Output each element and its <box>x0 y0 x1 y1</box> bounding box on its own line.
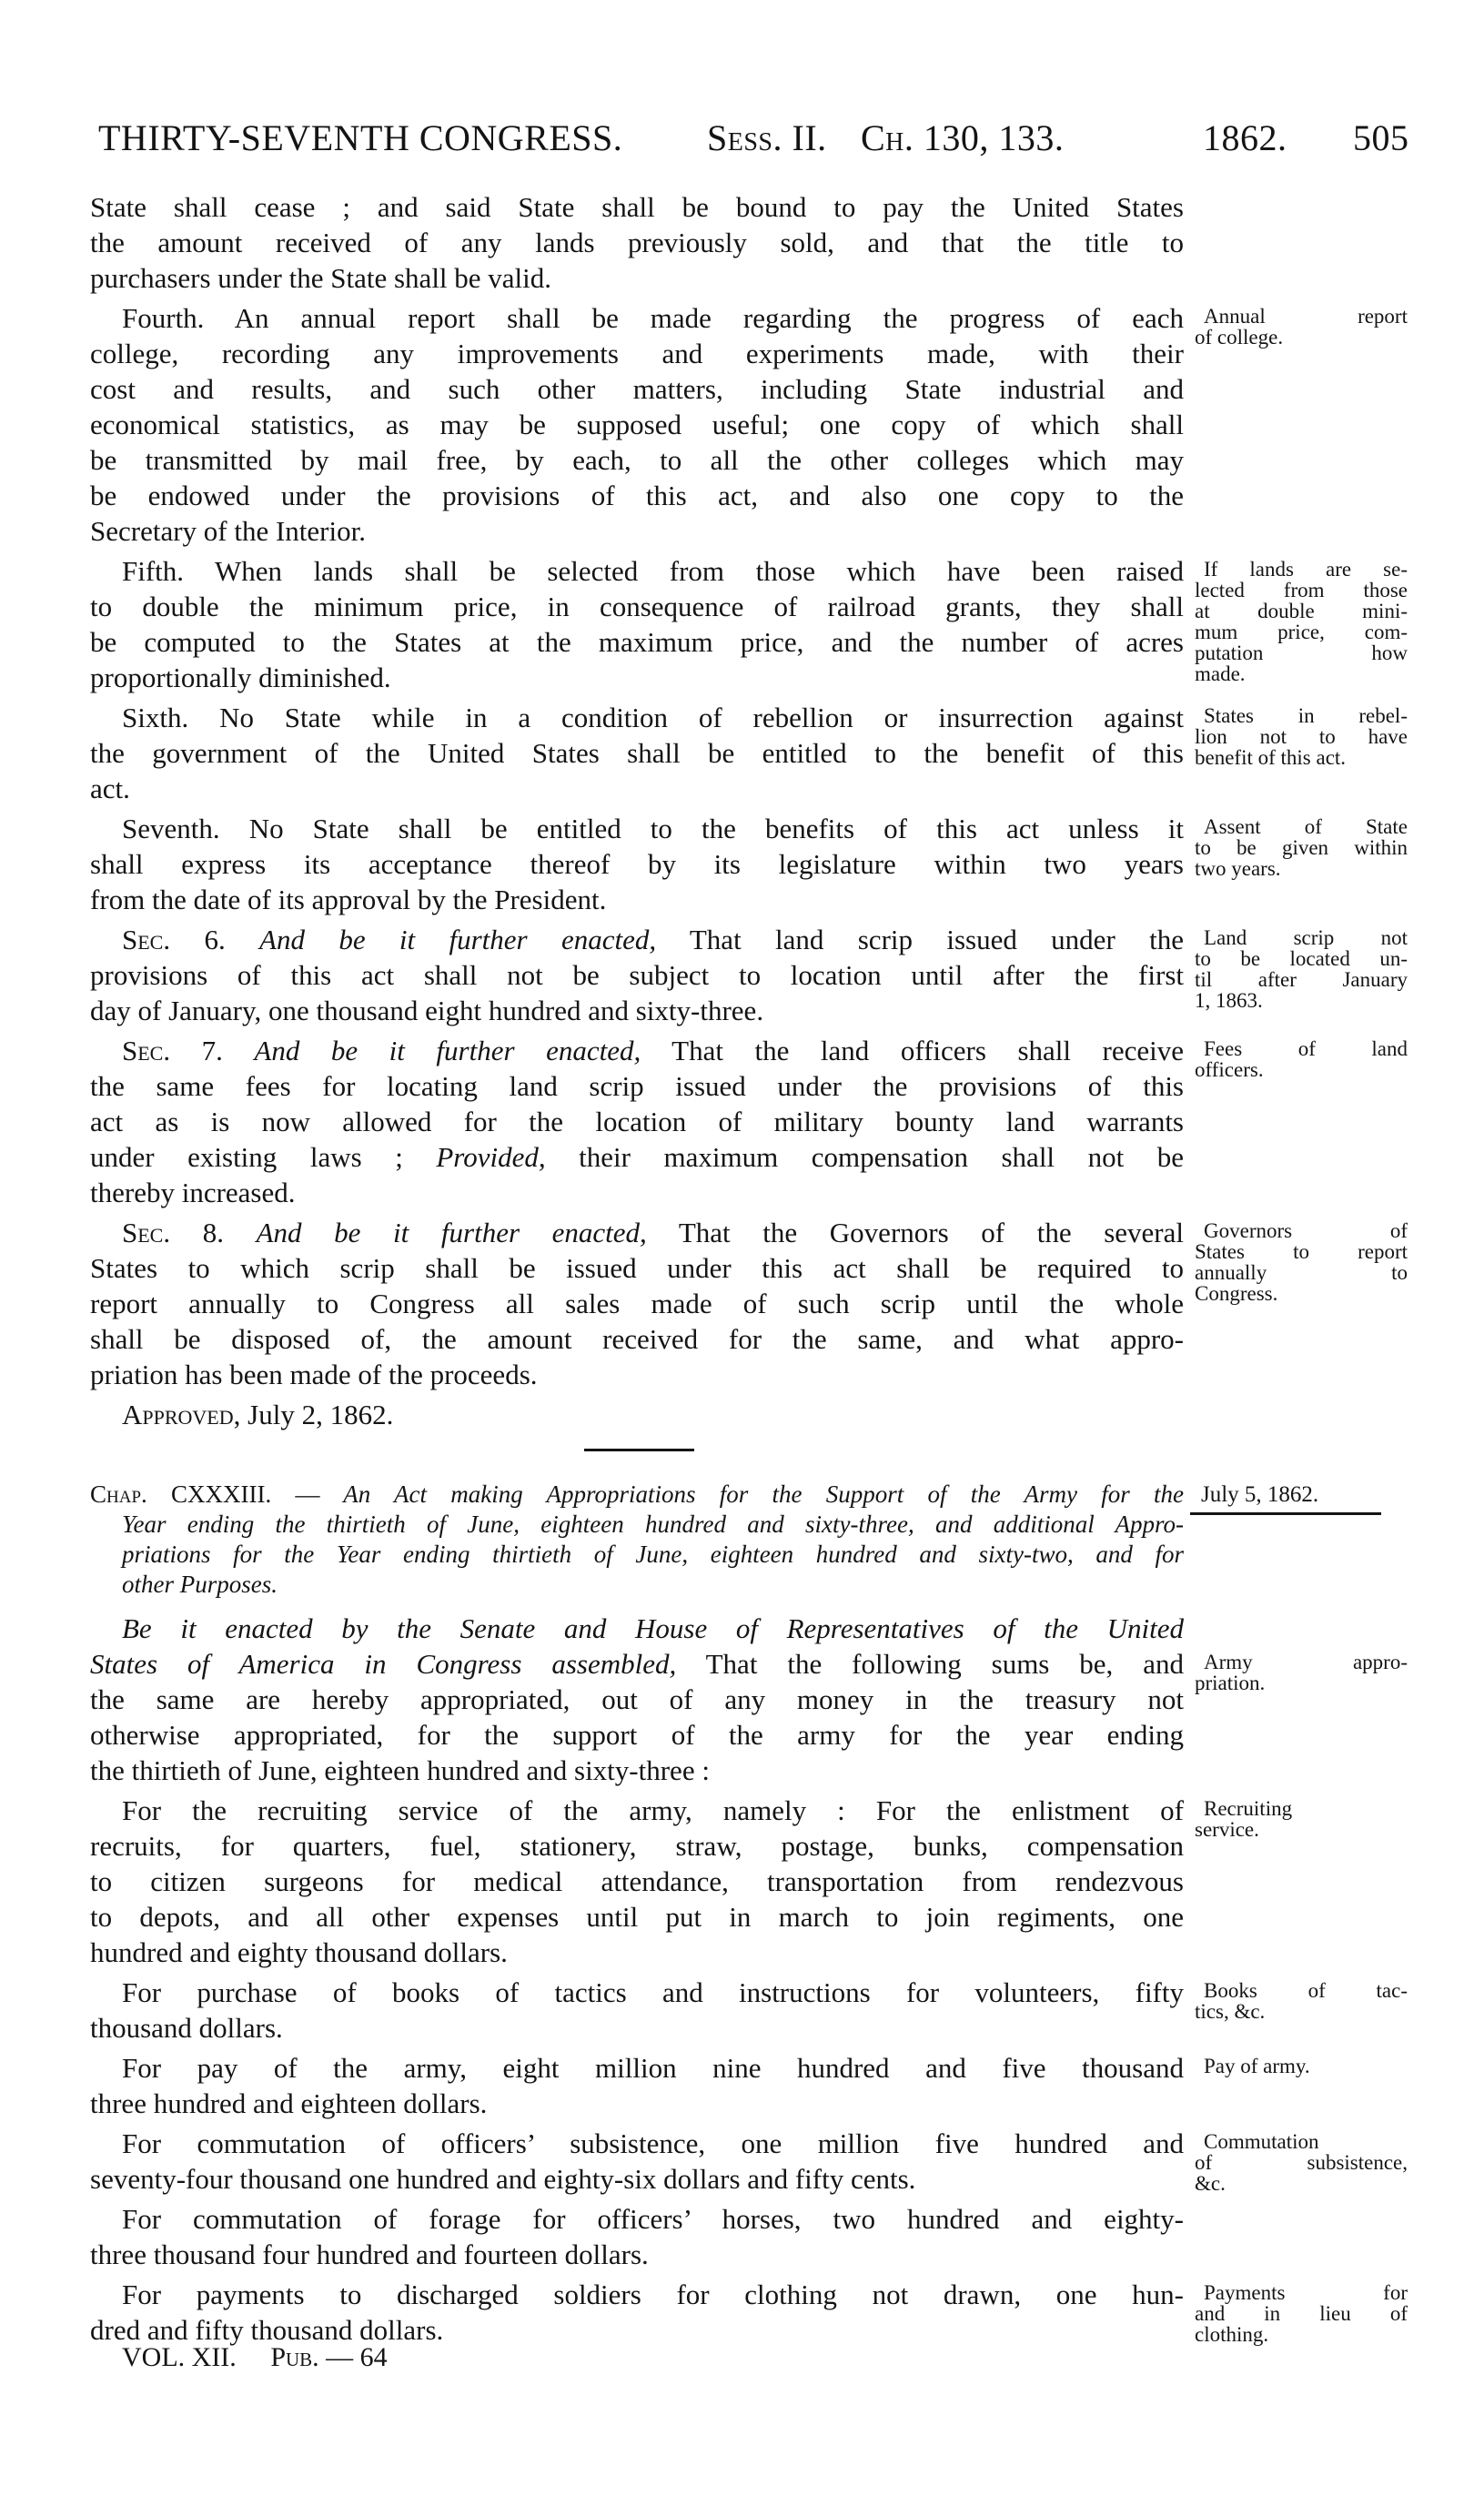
text-line: the same are hereby appropriated, out of any money in the treasury not <box>90 1683 1184 1715</box>
paragraph <box>90 1397 1184 1432</box>
section-land-grant-provisions <box>90 189 1408 1432</box>
text-line: Sixth. No State while in a condition of rebellion or insurrection against <box>122 702 1184 733</box>
text-line: to citizen surgeons for medical attendance, transportation from rendezvous <box>90 1865 1184 1897</box>
text-line: shall express its acceptance thereof by its legislature within two years <box>90 848 1184 880</box>
header-session: Sess. II. <box>707 117 827 158</box>
text-line: college, recording any improvements and experiments made, with their <box>90 338 1184 369</box>
margin-note <box>1195 1038 1408 1080</box>
text-segment <box>224 1217 257 1248</box>
margin-note-line: of college. <box>1195 326 1284 349</box>
text-segment: their maximum compensation shall not be <box>545 1141 1185 1173</box>
paragraph <box>90 1033 1408 1210</box>
margin-note-line: Land scrip not <box>1204 926 1408 949</box>
text-segment: That the land officers shall receive <box>641 1035 1185 1066</box>
margin-note-line: If lands are se- <box>1204 558 1408 581</box>
paragraph <box>90 300 1408 549</box>
text-segment: That land scrip issued under the <box>656 924 1184 955</box>
text-line: Fifth. When lands shall be selected from those which have been raised <box>122 555 1184 587</box>
chapter-heading <box>90 1480 1184 1600</box>
paragraph <box>90 922 1408 1028</box>
chapter-heading-line <box>90 1480 1184 1510</box>
text-line: For the recruiting service of the army, namely : For the enlistment of <box>122 1794 1184 1826</box>
text-line: priation has been made of the proceeds. <box>90 1359 538 1390</box>
margin-note-line: putation how <box>1195 642 1408 664</box>
text-line: be endowed under the provisions of this act, and also one copy to the <box>90 480 1184 511</box>
text-line: For commutation of officers’ subsistence, one million five hundred and <box>122 2127 1184 2159</box>
chapter-title-text: An Act making Appropriations for the Support of the Army for the <box>343 1480 1184 1508</box>
margin-note <box>1195 306 1408 348</box>
text-line: the government of the United States shall be entitled to the benefit of this <box>90 737 1184 769</box>
margin-note-line: States in rebel- <box>1204 704 1408 727</box>
margin-note-line: made. <box>1195 662 1246 685</box>
italic-text: Be it enacted by the Senate and House of Representatives of the United <box>122 1612 1184 1644</box>
margin-note-line: Army appro- <box>1204 1651 1408 1673</box>
margin-note-line: Governors of <box>1204 1219 1408 1242</box>
paragraph <box>90 1215 1408 1392</box>
italic-text: And be it further enacted, <box>254 1035 641 1066</box>
text-line: provisions of this act shall not be subject to location until after the first <box>90 959 1184 991</box>
margin-note-line: priation. <box>1195 1672 1266 1694</box>
text-line <box>90 1033 1184 1068</box>
margin-note-line: to be located un- <box>1195 947 1408 970</box>
margin-note-line: States to report <box>1195 1240 1408 1263</box>
text-line: day of January, one thousand eight hundred and sixty-three. <box>90 995 764 1026</box>
text-line <box>90 1215 1184 1250</box>
margin-note <box>1195 816 1408 879</box>
text-line: to depots, and all other expenses until put in march to join regiments, one <box>90 1901 1184 1933</box>
text-line <box>90 1646 1184 1682</box>
margin-note <box>1195 1798 1408 1840</box>
text-line <box>90 1139 1184 1175</box>
text-line <box>90 1397 1184 1432</box>
margin-note-line: Pay of army. <box>1204 2055 1310 2077</box>
margin-note-line: &c. <box>1195 2172 1226 2195</box>
text-line: from the date of its approval by the President. <box>90 884 607 915</box>
text-line: report annually to Congress all sales made of such scrip until the whole <box>90 1288 1184 1319</box>
paragraph <box>90 1611 1408 1788</box>
paragraph <box>90 2050 1310 2121</box>
italic-text: And be it further enacted, <box>256 1217 647 1248</box>
paragraph <box>90 700 1408 806</box>
paragraph <box>90 1793 1293 1970</box>
margin-note-line: Commutation <box>1204 2130 1319 2153</box>
text-line: recruits, for quarters, fuel, stationery, straw, postage, bunks, compensation <box>90 1830 1184 1862</box>
margin-note-line: 1, 1863. <box>1195 989 1263 1012</box>
page-number: 505 <box>1353 117 1409 158</box>
page-footer <box>122 2342 415 2373</box>
text-line: States to which scrip shall be issued under this act shall be required to <box>90 1252 1184 1284</box>
text-line: For purchase of books of tactics and instructions for volunteers, fifty <box>122 1976 1184 2008</box>
section-divider-rule <box>584 1449 694 1451</box>
italic-text: States of America in Congress assembled, <box>90 1648 677 1680</box>
italic-text: And be it further enacted, <box>259 924 657 955</box>
text-line: to double the minimum price, in consequence of railroad grants, they shall <box>90 591 1184 622</box>
margin-note-line: Recruiting <box>1204 1797 1293 1820</box>
text-segment: July 2, 1862. <box>240 1399 394 1430</box>
margin-note-line: at double mini- <box>1195 600 1408 622</box>
text-line: proportionally diminished. <box>90 662 391 693</box>
margin-note-line: Fees of land <box>1204 1037 1408 1060</box>
section-label: Sec. 7. <box>122 1035 223 1066</box>
text-line: the amount received of any lands previously sold, and that the title to <box>90 227 1184 258</box>
text-line: purchasers under the State shall be valid. <box>90 262 552 294</box>
text-line: be computed to the States at the maximum price, and the number of acres <box>90 626 1184 658</box>
header-chapter: Ch. 130, 133. <box>861 117 1065 158</box>
paragraph <box>90 2201 1184 2272</box>
margin-note-line: Congress. <box>1195 1282 1278 1305</box>
margin-note-line: annually to <box>1195 1261 1408 1284</box>
text-line: Secretary of the Interior. <box>90 515 366 547</box>
margin-note <box>1195 2056 1408 2077</box>
chapter-date: July 5, 1862. <box>1201 1482 1319 1507</box>
text-line: For pay of the army, eight million nine hundred and five thousand <box>122 2052 1184 2084</box>
footer-pub: Pub. — 64 <box>270 2342 388 2372</box>
margin-note <box>1195 2282 1408 2345</box>
margin-note-line: Annual report <box>1204 305 1408 328</box>
text-line: dred and fifty thousand dollars. <box>90 2314 444 2346</box>
margin-note-line: and in lieu of <box>1195 2302 1408 2325</box>
text-line: seventy-four thousand one hundred and eighty-six dollars and fifty cents. <box>90 2163 916 2195</box>
section-army-appropriations <box>90 1611 1408 2348</box>
margin-note <box>1195 1652 1408 1693</box>
margin-note-line: tics, &c. <box>1195 2000 1266 2023</box>
chapter-heading-line: Year ending the thirtieth of June, eighteen hundred and sixty-three, and additional Appro- <box>122 1511 1184 1538</box>
header-title: THIRTY-SEVENTH CONGRESS. <box>98 117 623 158</box>
margin-note-line: lion not to have <box>1195 725 1408 748</box>
margin-note-line: benefit of this act. <box>1195 746 1347 769</box>
italic-text: Provided, <box>436 1141 546 1173</box>
margin-note-line: Assent of State <box>1204 815 1408 838</box>
paragraph <box>90 553 1408 695</box>
text-line: cost and results, and such other matters, including State industrial and <box>90 373 1184 405</box>
text-line: thereby increased. <box>90 1177 296 1208</box>
margin-note-line: officers. <box>1195 1058 1264 1081</box>
margin-note <box>1195 927 1408 1011</box>
text-line <box>90 1611 1184 1646</box>
header-year: 1862. <box>1203 117 1287 158</box>
text-line: three thousand four hundred and fourteen dollars. <box>90 2238 649 2270</box>
text-line: the thirtieth of June, eighteen hundred and sixty-three : <box>90 1754 710 1786</box>
margin-note <box>1195 2131 1408 2194</box>
text-line: State shall cease ; and said State shall be bound to pay the United States <box>90 191 1184 223</box>
text-segment: That the Governors of the several <box>646 1217 1184 1248</box>
text-line: Seventh. No State shall be entitled to the benefits of this act unless it <box>122 813 1184 844</box>
chapter-heading-line: priations for the Year ending thirtieth of June, eighteen hundred and sixty-two, and for <box>122 1541 1184 1568</box>
paragraph <box>90 1975 1408 2046</box>
margin-note-line: of subsistence, <box>1195 2151 1408 2174</box>
text-line: three hundred and eighteen dollars. <box>90 2087 488 2119</box>
paragraph <box>90 811 1408 917</box>
chapter-label: Chap. CXXXIII. — <box>90 1480 320 1508</box>
margin-note-line: service. <box>1195 1818 1259 1841</box>
margin-note <box>1195 559 1408 684</box>
text-line: shall be disposed of, the amount received for the same, and what appro- <box>90 1323 1184 1355</box>
paragraph <box>90 189 1184 296</box>
chapter-date-underline <box>1190 1512 1381 1515</box>
text-segment: under existing laws ; <box>90 1141 437 1173</box>
text-line: For commutation of forage for officers’ horses, two hundred and eighty- <box>122 2203 1184 2235</box>
margin-note-line: two years. <box>1195 857 1281 880</box>
margin-note <box>1195 705 1408 768</box>
text-line: act. <box>90 773 130 804</box>
paragraph <box>90 2126 1408 2197</box>
margin-note <box>1195 1220 1408 1304</box>
text-line: hundred and eighty thousand dollars. <box>90 1936 508 1968</box>
text-line: Fourth. An annual report shall be made regarding the progress of each <box>122 302 1184 334</box>
margin-note-line: mum price, com- <box>1195 621 1408 643</box>
text-line: For payments to discharged soldiers for clothing not drawn, one hun- <box>122 2279 1184 2310</box>
text-line: act as is now allowed for the location of military bounty land warrants <box>90 1106 1184 1137</box>
paragraph <box>90 2277 1408 2348</box>
margin-note-line: Payments for <box>1204 2281 1408 2304</box>
margin-note-line: Books of tac- <box>1204 1979 1408 2002</box>
section-label: Sec. 8. <box>122 1217 224 1248</box>
text-line: thousand dollars. <box>90 2012 283 2044</box>
margin-note-line: to be given within <box>1195 836 1408 859</box>
text-line <box>90 922 1184 957</box>
text-line: the same fees for locating land scrip issued under the provisions of this <box>90 1070 1184 1102</box>
section-label: Sec. 6. <box>122 924 226 955</box>
margin-note-line: clothing. <box>1195 2323 1269 2346</box>
footer-volume: VOL. XII. <box>122 2342 237 2372</box>
text-segment <box>226 924 259 955</box>
margin-note <box>1195 1980 1408 2022</box>
text-line: be transmitted by mail free, by each, to all the other colleges which may <box>90 444 1184 476</box>
margin-note-line: lected from those <box>1195 579 1408 601</box>
text-line: economical statistics, as may be supposed useful; one copy of which shall <box>90 409 1184 440</box>
text-line: otherwise appropriated, for the support of the army for the year ending <box>90 1719 1184 1751</box>
chapter-heading-line: other Purposes. <box>122 1571 278 1598</box>
text-segment <box>223 1035 255 1066</box>
margin-note-line: til after January <box>1195 968 1408 991</box>
chapter-date-note <box>1201 1481 1381 1515</box>
section-label: Approved, <box>122 1399 241 1430</box>
text-segment: That the following sums be, and <box>676 1648 1184 1680</box>
